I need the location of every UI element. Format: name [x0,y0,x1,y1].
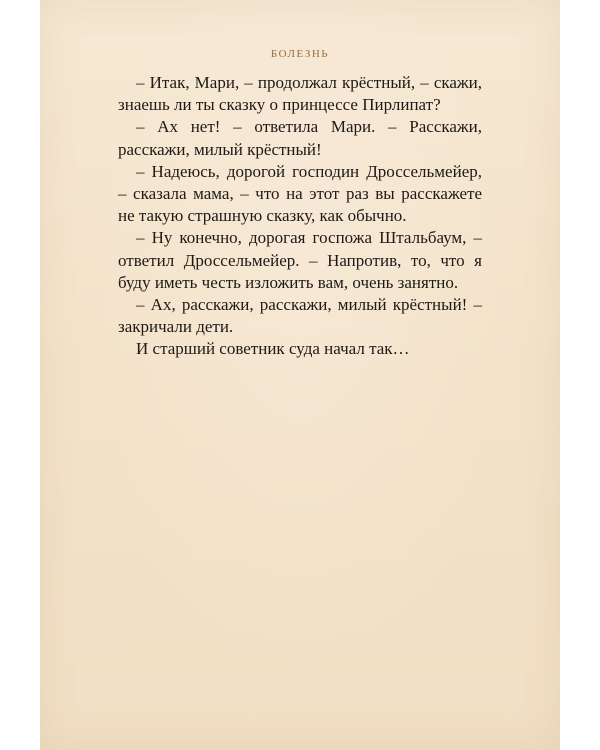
paragraph-2: – Ах нет! – ответила Мари. – Расскажи, расскажи, милый крёстный! [118,117,482,159]
body-text [118,72,482,361]
paragraph-4: – Ну конечно, дорогая госпожа Штальбаум, – ответил Дроссельмейер. – Напротив, то, что я буду иметь честь изложить вам, очень занятно. [118,228,482,292]
paragraph-1: – Итак, Мари, – продолжал крёстный, – скажи, знаешь ли ты сказку о принцессе Пирлипат? [118,73,482,115]
paragraph-3: – Надеюсь, дорогой господин Дроссельмейер, – сказала мама, – что на этот раз вы расскажете не такую страшную сказку, как обычно. [118,161,482,226]
book-page [40,0,560,750]
paragraph-6: И старший советник суда начал так… [136,339,410,359]
running-header: БОЛЕЗНЬ [270,48,330,60]
paragraph-5: – Ах, расскажи, расскажи, милый крёстный! – закричали дети. [118,295,482,337]
